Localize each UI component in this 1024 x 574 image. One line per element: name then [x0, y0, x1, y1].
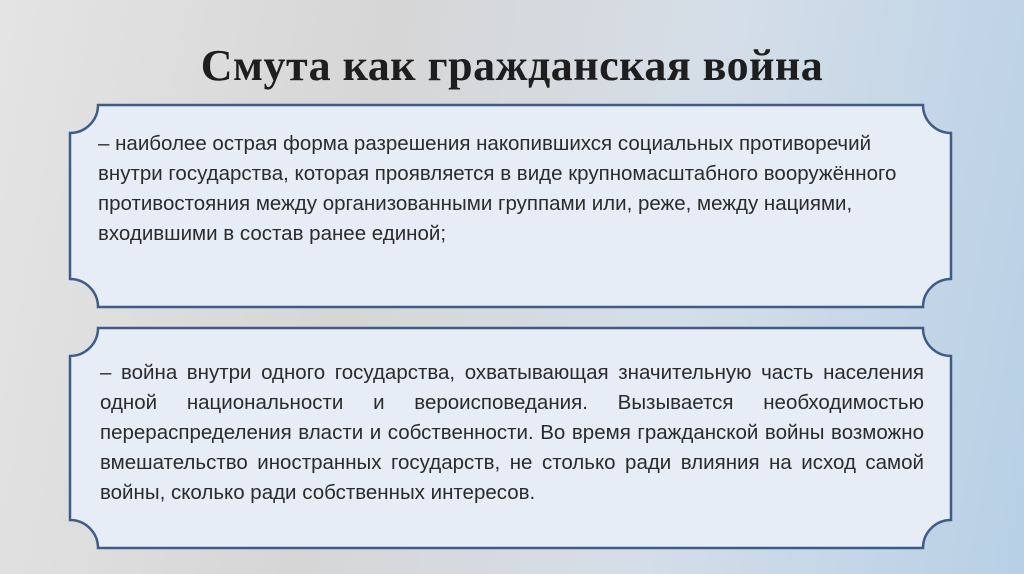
definition-card-1	[68, 103, 953, 309]
slide-title: Смута как гражданская война	[200, 41, 824, 90]
definition-text-2: – война внутри одного государства, охватывающая значительную часть населения одной национальности и вероисповедания. Вызывается необходимостью перераспределения власти и собственности. Во время гражданской войны возможно вмешательство иностранных государств, не столько ради влияния на исход самой войны, сколько ради собственных интересов.	[100, 361, 924, 504]
definition-card-2	[68, 326, 953, 550]
definition-text-1: – наиболее острая форма разрешения накопившихся социальных противоречий внутри государства, которая проявляется в виде крупномасштабного вооружённого противостояния между организованными группами или, реже, между нациями, входившими в состав ранее единой;	[98, 132, 897, 245]
